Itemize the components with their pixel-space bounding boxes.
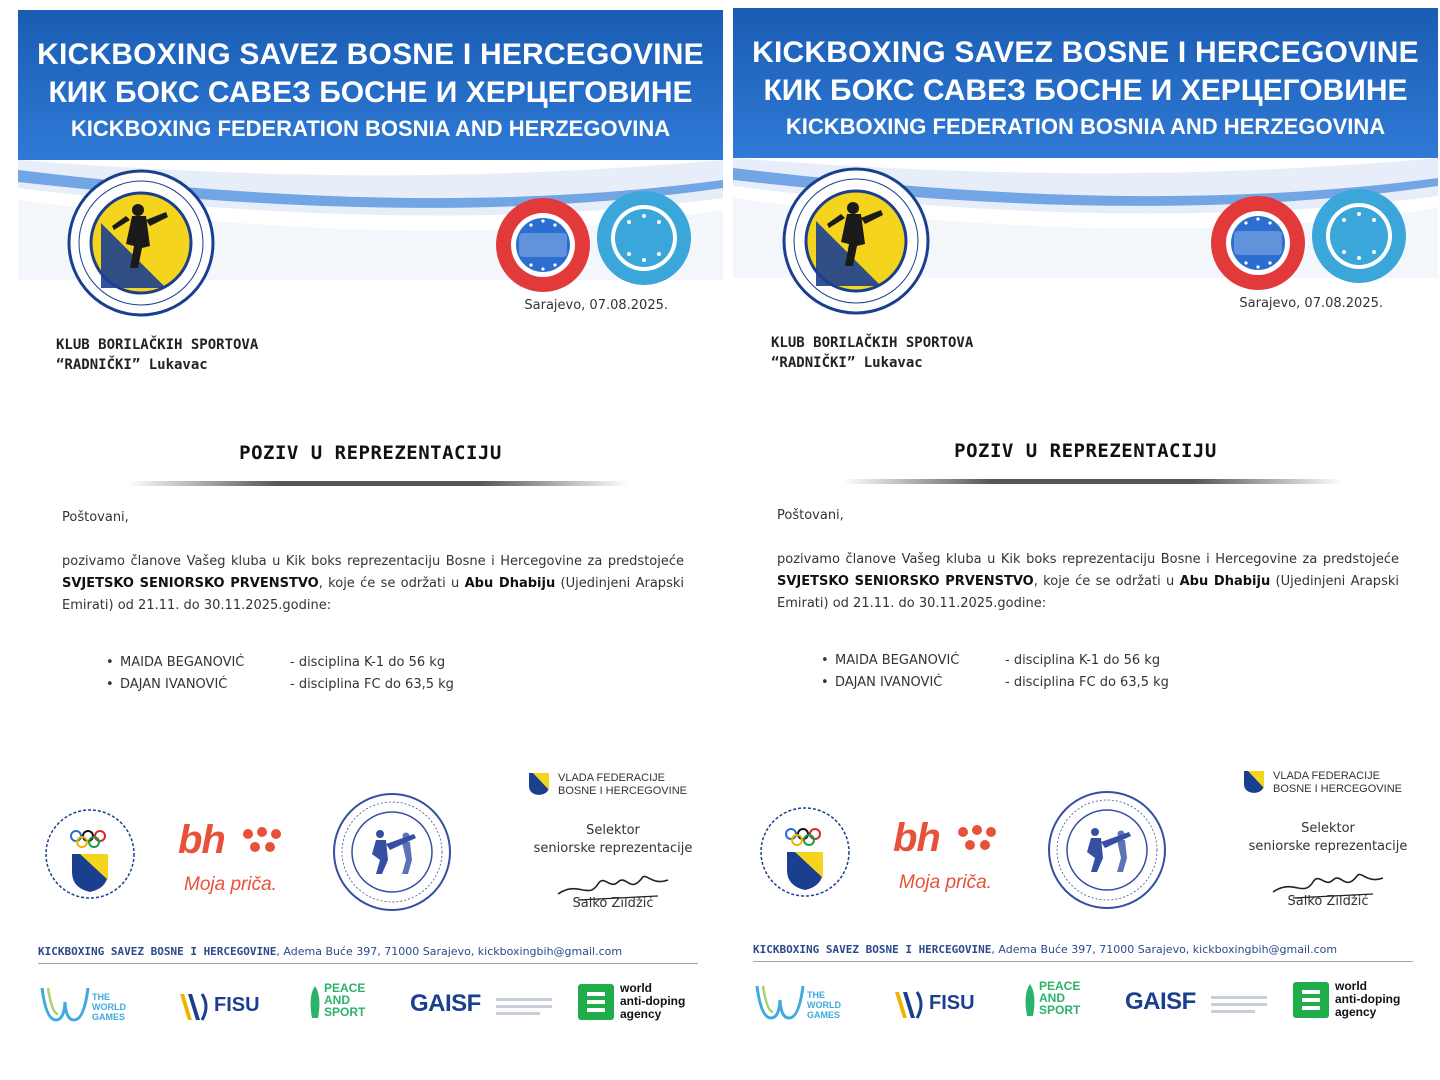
body-text-1: pozivamo članove Vašeg kluba u Kik boks reprezentaciju Bosne i Hercegovine za predstojeće (777, 552, 1399, 567)
heading-underline (843, 479, 1343, 484)
bh-dots-icon (955, 824, 1005, 852)
bih-coat-of-arms-icon (1243, 770, 1265, 794)
government-logo (528, 772, 687, 798)
gaisf-line-2 (1211, 1003, 1267, 1006)
footer-contact: , Adema Buće 397, 71000 Sarajevo, kickboxingbih@gmail.com (991, 943, 1338, 956)
gaisf-line-3 (496, 1012, 540, 1015)
wada-text-1: world (1335, 979, 1367, 993)
world-games-text: THE WORLD GAMES (92, 992, 126, 1022)
athlete-discipline: - disciplina FC do 63,5 kg (290, 677, 454, 692)
government-line-1: VLADA FEDERACIJE (558, 772, 665, 784)
bullet-icon: • (821, 675, 829, 690)
recipient-line-1: KLUB BORILAČKIH SPORTOVA (771, 335, 974, 351)
greeting: Poštovani, (62, 510, 129, 525)
bullet-icon: • (106, 677, 114, 692)
athlete-discipline: - disciplina FC do 63,5 kg (1005, 675, 1169, 690)
list-item (106, 652, 454, 674)
list-item (106, 674, 454, 696)
recipient-line-2: “RADNIČKI” Lukavac (56, 357, 208, 373)
federation-seal (330, 790, 454, 914)
wada-icon (578, 984, 614, 1020)
gaisf-line-2 (496, 1005, 552, 1008)
selector-name: Salko Zildžić (1287, 894, 1369, 909)
document-heading: POZIV U REPREZENTACIJU (954, 440, 1217, 462)
world-games-icon (38, 984, 92, 1024)
wada-logo (1293, 978, 1423, 1024)
footer-org: KICKBOXING SAVEZ BOSNE I HERCEGOVINE (753, 943, 992, 956)
footer-address (753, 943, 1413, 956)
selector-title-2: seniorske reprezentacije (533, 841, 693, 856)
peace-text-2: AND (324, 993, 350, 1007)
peace-text-1: PEACE (324, 981, 366, 995)
fisu-logo (178, 980, 278, 1026)
selector-title-1: Selektor (586, 823, 640, 838)
body-text-1: pozivamo članove Vašeg kluba u Kik boks reprezentaciju Bosne i Hercegovine za predstojeće (62, 554, 684, 569)
body-paragraph (777, 549, 1399, 615)
athlete-list (821, 650, 1169, 694)
sponsor-logos (753, 978, 1423, 1028)
event-city: Abu Dhabiju (464, 576, 556, 591)
peace-text-1: PEACE (1039, 979, 1081, 993)
title-latin: KICKBOXING SAVEZ BOSNE I HERCEGOVINE (37, 38, 704, 71)
body-text-2: , koje će se održati u (318, 576, 465, 591)
gaisf-logo (410, 980, 560, 1026)
fisu-text: FISU (929, 992, 975, 1014)
document-date: Sarajevo, 07.08.2025. (1239, 296, 1383, 311)
title-cyrillic: КИК БОКС САВЕЗ БОСНЕ И ХЕРЦЕГОВИНЕ (48, 76, 693, 109)
wada-text-3: agency (1335, 1005, 1377, 1019)
peace-and-sport-icon (306, 984, 324, 1020)
athlete-name: MAIDA BEGANOVIĆ (120, 655, 245, 670)
bih-coat-of-arms-icon (528, 772, 550, 796)
peace-text-2: AND (1039, 991, 1065, 1005)
wako-logo (594, 188, 694, 288)
footer-address (38, 945, 698, 958)
letter-page-left (18, 10, 723, 1075)
fisu-icon (178, 992, 212, 1022)
body-text-2: , koje će se održati u (1033, 574, 1180, 589)
event-name: SVJETSKO SENIORSKO PRVENSTVO (62, 576, 319, 591)
wada-logo (578, 980, 708, 1026)
olympic-committee-logo (40, 802, 140, 907)
fisu-logo (893, 978, 993, 1024)
footer-divider (38, 963, 698, 964)
world-games-logo (38, 980, 148, 1026)
wako-logo (1309, 186, 1409, 286)
title-cyrillic: КИК БОКС САВЕЗ БОСНЕ И ХЕРЦЕГОВИНЕ (763, 74, 1408, 107)
wada-text-2: anti-doping (620, 994, 686, 1008)
greeting: Poštovani, (777, 508, 844, 523)
bullet-icon: • (106, 655, 114, 670)
title-english: KICKBOXING FEDERATION BOSNIA AND HERZEGOVINA (785, 114, 1386, 139)
title-latin: KICKBOXING SAVEZ BOSNE I HERCEGOVINE (752, 36, 1419, 69)
footer-org: KICKBOXING SAVEZ BOSNE I HERCEGOVINE (38, 945, 277, 958)
document-date: Sarajevo, 07.08.2025. (524, 298, 668, 313)
gaisf-text: GAISF (1125, 988, 1196, 1015)
athlete-discipline: - disciplina K-1 do 56 kg (290, 655, 446, 670)
bh-telecom-logo (178, 818, 298, 900)
body-text-3: (Ujedinjeni Arapski Emirati) od 21.11. do 30.11.2025.godine: (777, 574, 1399, 611)
gaisf-line-1 (496, 998, 552, 1001)
document-heading: POZIV U REPREZENTACIJU (239, 442, 502, 464)
gaisf-logo (1125, 978, 1275, 1024)
selector-title (1223, 820, 1433, 856)
fisu-icon (893, 990, 927, 1020)
list-item (821, 650, 1169, 672)
federation-seal (1045, 788, 1169, 912)
body-paragraph (62, 551, 684, 617)
selector-title-2: seniorske reprezentacije (1248, 839, 1408, 854)
wada-text-1: world (620, 981, 652, 995)
wako-europe-logo (493, 195, 593, 295)
body-text-3: (Ujedinjeni Arapski Emirati) od 21.11. do 30.11.2025.godine: (62, 576, 684, 613)
fisu-text: FISU (214, 994, 260, 1016)
peace-and-sport-logo (1021, 978, 1101, 1024)
bh-dots-icon (240, 826, 290, 854)
athlete-list (106, 652, 454, 696)
wako-europe-logo (1208, 193, 1308, 293)
kickboxing-federation-logo (781, 166, 931, 316)
list-item (821, 672, 1169, 694)
recipient-line-2: “RADNIČKI” Lukavac (771, 355, 923, 371)
wada-icon (1293, 982, 1329, 1018)
gaisf-line-1 (1211, 996, 1267, 999)
government-line-2: BOSNE I HERCEGOVINE (1273, 783, 1402, 795)
government-line-1: VLADA FEDERACIJE (1273, 770, 1380, 782)
wada-text-3: agency (620, 1007, 662, 1021)
event-name: SVJETSKO SENIORSKO PRVENSTVO (777, 574, 1034, 589)
recipient-block (771, 333, 973, 373)
footer-contact: , Adema Buće 397, 71000 Sarajevo, kickboxingbih@gmail.com (276, 945, 623, 958)
bh-telecom-logo (893, 816, 1013, 898)
recipient-line-1: KLUB BORILAČKIH SPORTOVA (56, 337, 259, 353)
bullet-icon: • (821, 653, 829, 668)
kickboxing-federation-logo (66, 168, 216, 318)
athlete-name: DAJAN IVANOVIĆ (120, 677, 228, 692)
olympic-committee-logo (755, 800, 855, 905)
letter-page-right (733, 8, 1438, 1073)
athlete-discipline: - disciplina K-1 do 56 kg (1005, 653, 1161, 668)
selector-title-1: Selektor (1301, 821, 1355, 836)
bh-logo-text: bh (178, 818, 225, 862)
sponsor-logos (38, 980, 708, 1030)
heading-underline (128, 481, 628, 486)
bh-slogan: Moja priča. (899, 872, 992, 893)
athlete-name: MAIDA BEGANOVIĆ (835, 653, 960, 668)
bh-logo-text: bh (893, 816, 940, 860)
athlete-name: DAJAN IVANOVIĆ (835, 675, 943, 690)
world-games-logo (753, 978, 863, 1024)
peace-text-3: SPORT (324, 1005, 366, 1019)
government-line-2: BOSNE I HERCEGOVINE (558, 785, 687, 797)
selector-name: Salko Zildžić (572, 896, 654, 911)
wada-text-2: anti-doping (1335, 992, 1401, 1006)
title-english: KICKBOXING FEDERATION BOSNIA AND HERZEGOVINA (70, 116, 671, 141)
gaisf-line-3 (1211, 1010, 1255, 1013)
gaisf-text: GAISF (410, 990, 481, 1017)
peace-text-3: SPORT (1039, 1003, 1081, 1017)
peace-and-sport-logo (306, 980, 386, 1026)
footer-divider (753, 961, 1413, 962)
government-logo (1243, 770, 1402, 796)
world-games-text: THE WORLD GAMES (807, 990, 841, 1020)
world-games-icon (753, 982, 807, 1022)
selector-title (508, 822, 718, 858)
bh-slogan: Moja priča. (184, 874, 277, 895)
event-city: Abu Dhabiju (1179, 574, 1271, 589)
peace-and-sport-icon (1021, 982, 1039, 1018)
recipient-block (56, 335, 258, 375)
